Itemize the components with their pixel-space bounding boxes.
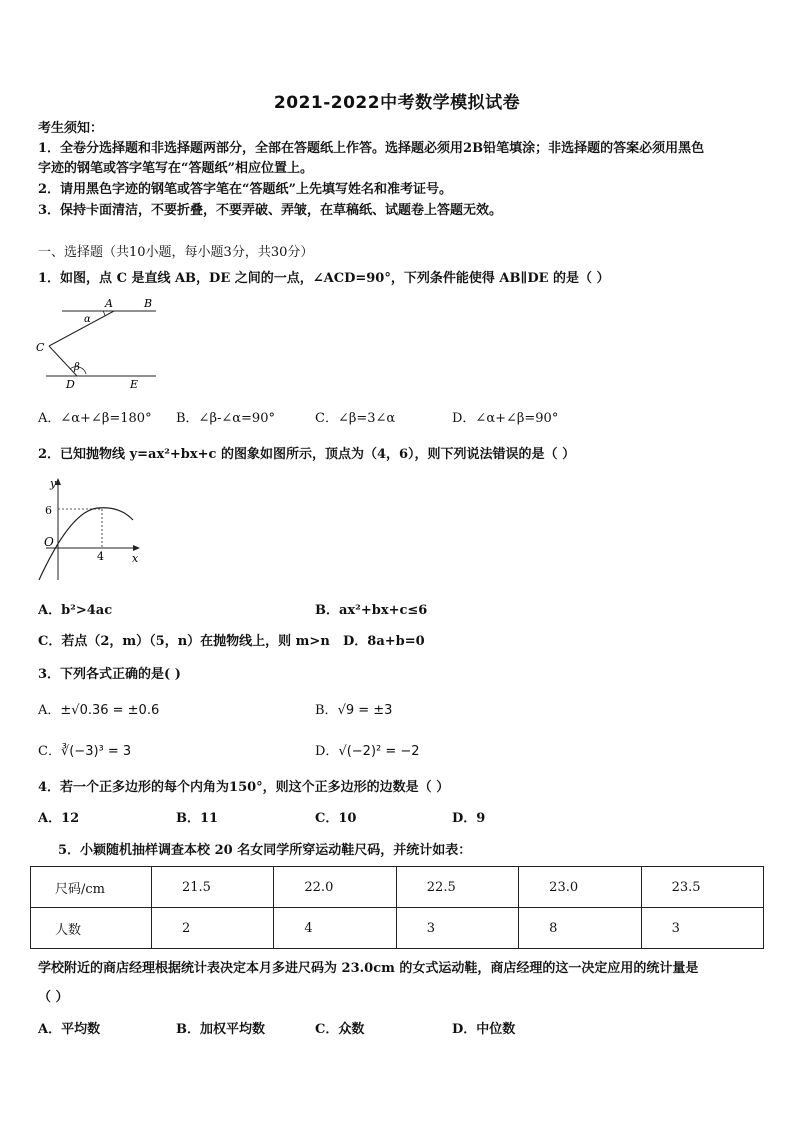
q3-option-c-label: C． [38, 744, 61, 759]
axis-label-x: x [132, 552, 139, 565]
q2-option-a[interactable]: A．b²>4ac [38, 603, 113, 618]
table-cell: 22.0 [274, 867, 396, 908]
notice-heading: 考生须知： [38, 121, 104, 136]
notice-line-3: 2．请用黑色字迹的钢笔或答字笔在“答题纸”上先填写姓名和准考证号。 [38, 182, 453, 197]
label-c: C [36, 341, 45, 354]
q4-option-d[interactable]: D．9 [452, 811, 486, 826]
table-row [31, 908, 764, 949]
segment-ca [49, 311, 114, 346]
q3-option-c-expr: ∛(−3)³ = 3 [60, 744, 132, 759]
q5-answer-blank: （ ） [38, 990, 69, 1005]
q5-followup: 学校附近的商店经理根据统计表决定本月多进尺码为 23.0cm 的女式运动鞋，商店经理的这一决定应用的统计量是 [38, 961, 699, 976]
origin-label: O [44, 535, 54, 549]
q1-option-c[interactable]: C．∠β=3∠α [315, 411, 396, 426]
label-a: A [105, 297, 113, 310]
q3-option-d-expr: √(−2)² = −2 [338, 744, 420, 759]
x-axis-arrow [133, 545, 140, 551]
q3-option-a[interactable] [38, 702, 159, 720]
q3-stem: 3．下列各式正确的是( ) [38, 667, 181, 682]
q3-option-d[interactable] [315, 743, 420, 761]
q1-option-b[interactable]: B．∠β-∠α=90° [176, 411, 275, 426]
label-alpha: α [84, 314, 91, 325]
q3-option-b-label: B． [315, 703, 338, 718]
q3-option-a-label: A． [38, 703, 61, 718]
q2-option-b[interactable]: B．ax²+bx+c≤6 [315, 603, 428, 618]
segment-cd [49, 346, 77, 376]
q4-option-c[interactable]: C．10 [315, 811, 357, 826]
q2-option-c[interactable]: C．若点（2，m）（5，n）在抛物线上，则 m>n [38, 634, 330, 649]
q5-option-d[interactable]: D．中位数 [452, 1022, 516, 1037]
notice-line-4: 3．保持卡面清洁，不要折叠，不要弄破、弄皱，在草稿纸、试题卷上答题无效。 [38, 203, 503, 218]
table-cell: 尺码/cm [31, 867, 152, 908]
table-cell: 2 [152, 908, 274, 949]
label-e: E [130, 378, 139, 391]
notice-line-2: 字迹的钢笔或答字笔写在“答题纸”相应位置上。 [38, 161, 313, 176]
q2-option-d[interactable]: D．8a+b=0 [343, 634, 425, 649]
table-cell: 4 [274, 908, 396, 949]
table-cell: 23.0 [519, 867, 641, 908]
table-row [31, 867, 764, 908]
page-title: 2021-2022中考数学模拟试卷 [273, 93, 521, 113]
label-beta: β [74, 362, 80, 373]
q3-option-d-label: D． [315, 744, 339, 759]
table-cell: 3 [396, 908, 518, 949]
x-tick-label: 4 [97, 550, 104, 563]
q3-option-b[interactable] [315, 702, 392, 720]
table-cell: 人数 [31, 908, 152, 949]
q3-option-b-expr: √9 = ±3 [337, 703, 393, 718]
q4-option-a[interactable]: A．12 [38, 811, 80, 826]
label-d: D [66, 378, 75, 391]
q2-stem: 2．已知抛物线 y=ax²+bx+c 的图象如图所示，顶点为（4，6），则下列说法错误的是（ ） [38, 447, 576, 462]
table-cell: 22.5 [396, 867, 518, 908]
table-cell: 3 [641, 908, 763, 949]
q5-option-b[interactable]: B．加权平均数 [176, 1022, 265, 1037]
q5-stem: 5．小颖随机抽样调查本校 20 名女同学所穿运动鞋尺码，并统计如表： [58, 843, 472, 858]
q1-figure [34, 294, 170, 392]
q5-option-c[interactable]: C．众数 [315, 1022, 365, 1037]
q1-option-a[interactable]: A．∠α+∠β=180° [38, 411, 152, 426]
q1-stem: 1．如图，点 C 是直线 AB，DE 之间的一点，∠ACD=90°，下列条件能使得 AB∥DE 的是（ ） [38, 271, 610, 286]
section-heading: 一、选择题（共10小题，每小题3分，共30分） [38, 245, 314, 260]
q3-option-c[interactable] [38, 743, 131, 761]
axis-label-y: y [50, 477, 57, 490]
q4-option-b[interactable]: B．11 [176, 811, 219, 826]
q4-stem: 4．若一个正多边形的每个内角为150°，则这个正多边形的边数是（ ） [38, 780, 450, 795]
notice-line-1: 1．全卷分选择题和非选择题两部分，全部在答题纸上作答。选择题必须用2B铅笔填涂；非选择题的答案必须用黑色 [38, 141, 705, 156]
y-tick-label: 6 [45, 504, 52, 517]
table-cell: 21.5 [152, 867, 274, 908]
label-b: B [144, 297, 153, 310]
angle-alpha-arc [103, 311, 105, 316]
q1-option-d[interactable]: D．∠α+∠β=90° [452, 411, 559, 426]
table-cell: 23.5 [641, 867, 763, 908]
q2-figure [36, 474, 146, 586]
table-cell: 8 [519, 908, 641, 949]
q3-option-a-expr: ±√0.36 = ±0.6 [60, 703, 160, 718]
q5-option-a[interactable]: A．平均数 [38, 1022, 101, 1037]
shoe-size-table [30, 866, 764, 949]
